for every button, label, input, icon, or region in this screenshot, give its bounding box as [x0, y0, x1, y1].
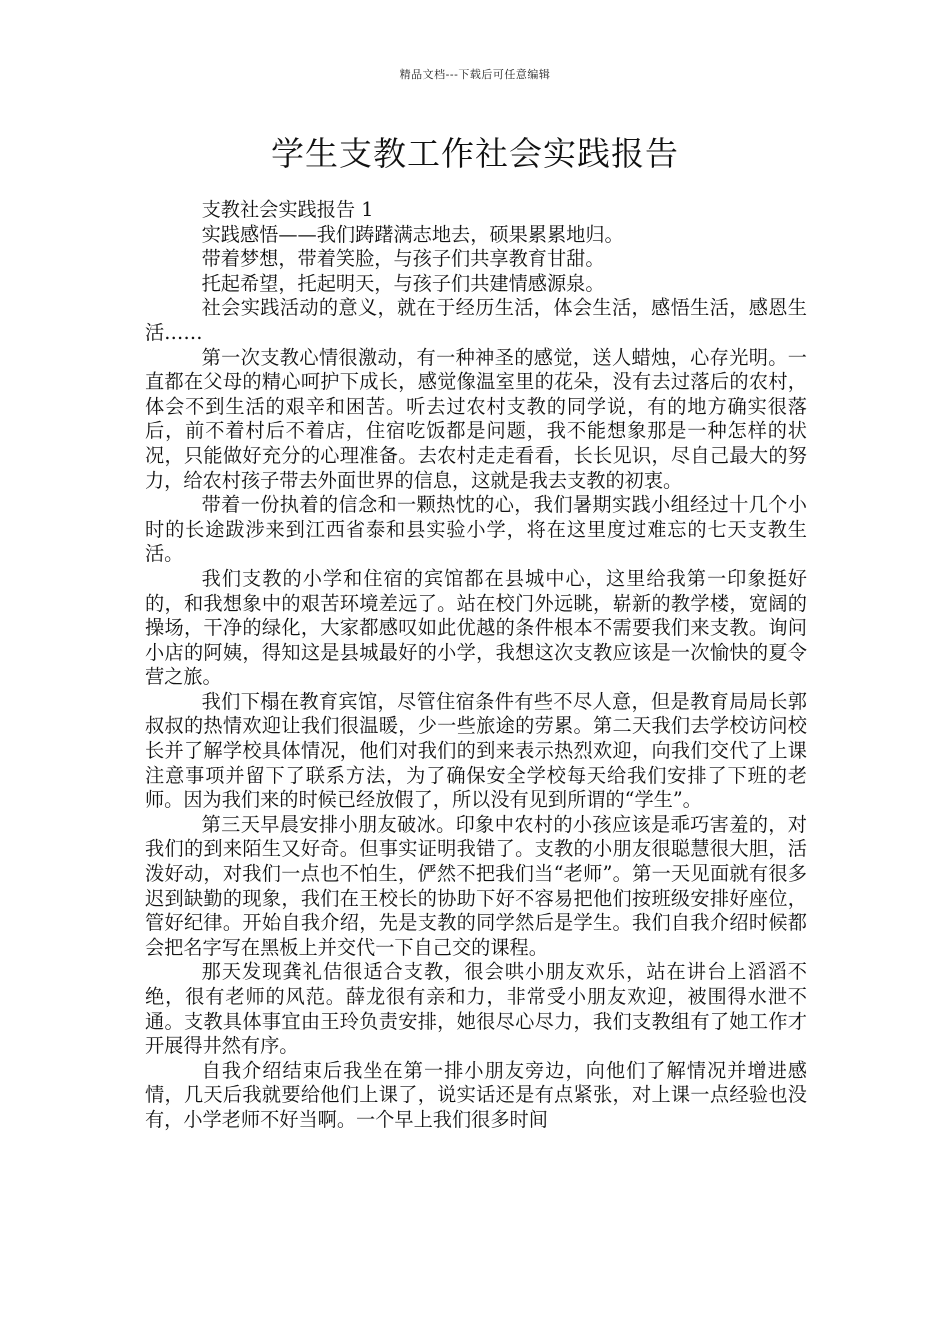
- paragraph: 自我介绍结束后我坐在第一排小朋友旁边，向他们了解情况并增进感情，几天后我就要给他们上课了，说实话还是有点紧张，对上课一点经验也没有，小学老师不好当啊。一个早上我们很多时间: [145, 1058, 807, 1131]
- paragraph: 社会实践活动的意义，就在于经历生活，体会生活，感悟生活，感恩生活……: [145, 296, 807, 344]
- paragraph: 带着梦想，带着笑脸，与孩子们共享教育甘甜。: [201, 247, 605, 271]
- paragraph: 第一次支教心情很激动，有一种神圣的感觉，送人蜡烛，心存光明。一直都在父母的精心呵护下成长，感觉像温室里的花朵，没有去过落后的农村，体会不到生活的艰辛和困苦。听去过农村支教的同学说，有的地方确实很落后，前不着村后不着店，住宿吃饭都是问题，我不能想象那是一种怎样的状况，只能做好充分的心理准备。去农村走走看看，长长见识，尽自己最大的努力，给农村孩子带去外面世界的信息，这就是我去支教的初衷。: [145, 345, 807, 492]
- paragraph: 实践感悟——我们踌躇满志地去，硕果累累地归。: [201, 222, 624, 246]
- paragraph: 支教社会实践报告 1: [201, 198, 374, 221]
- paragraph: 我们支教的小学和住宿的宾馆都在县城中心，这里给我第一印象挺好的，和我想象中的艰苦环境差远了。站在校门外远眺，崭新的教学楼，宽阔的操场，干净的绿化，大家都感叹如此优越的条件根本不需要我们来支教。询问小店的阿姨，得知这是县城最好的小学，我想这次支教应该是一次愉快的夏令营之旅。: [145, 566, 807, 689]
- paragraph: 我们下榻在教育宾馆，尽管住宿条件有些不尽人意，但是教育局局长郭叔叔的热情欢迎让我们很温暖，少一些旅途的劳累。第二天我们去学校访问校长并了解学校具体情况，他们对我们的到来表示热烈欢迎，向我们交代了上课注意事项并留下了联系方法，为了确保安全学校每天给我们安排了下班的老师。因为我们来的时候已经放假了，所以没有见到所谓的“学生”。: [145, 689, 807, 812]
- header-note: 精品文档---下载后可任意编辑: [399, 68, 551, 81]
- paragraph: 托起希望，托起明天，与孩子们共建情感源泉。: [201, 271, 605, 295]
- paragraph: 那天发现龚礼佶很适合支教，很会哄小朋友欢乐，站在讲台上滔滔不绝，很有老师的风范。薛龙很有亲和力，非常受小朋友欢迎，被围得水泄不通。支教具体事宜由王玲负责安排，她很尽心尽力，我们支教组有了她工作才开展得井然有序。: [145, 960, 807, 1058]
- paragraph: 第三天早晨安排小朋友破冰。印象中农村的小孩应该是乖巧害羞的，对我们的到来陌生又好奇。但事实证明我错了。支教的小朋友很聪慧很大胆，活泼好动，对我们一点也不怕生，俨然不把我们当“老师”。第一天见面就有很多迟到缺勤的现象，我们在王校长的协助下好不容易把他们按班级安排好座位，管好纪律。开始自我介绍，先是支教的同学然后是学生。我们自我介绍时候都会把名字写在黑板上并交代一下自己交的课程。: [145, 812, 807, 959]
- document-body: [145, 198, 807, 1133]
- paragraph: 带着一份执着的信念和一颗热忱的心，我们暑期实践小组经过十几个小时的长途跋涉来到江西省泰和县实验小学，将在这里度过难忘的七天支教生活。: [145, 493, 807, 566]
- document-title: 学生支教工作社会实践报告: [271, 134, 679, 173]
